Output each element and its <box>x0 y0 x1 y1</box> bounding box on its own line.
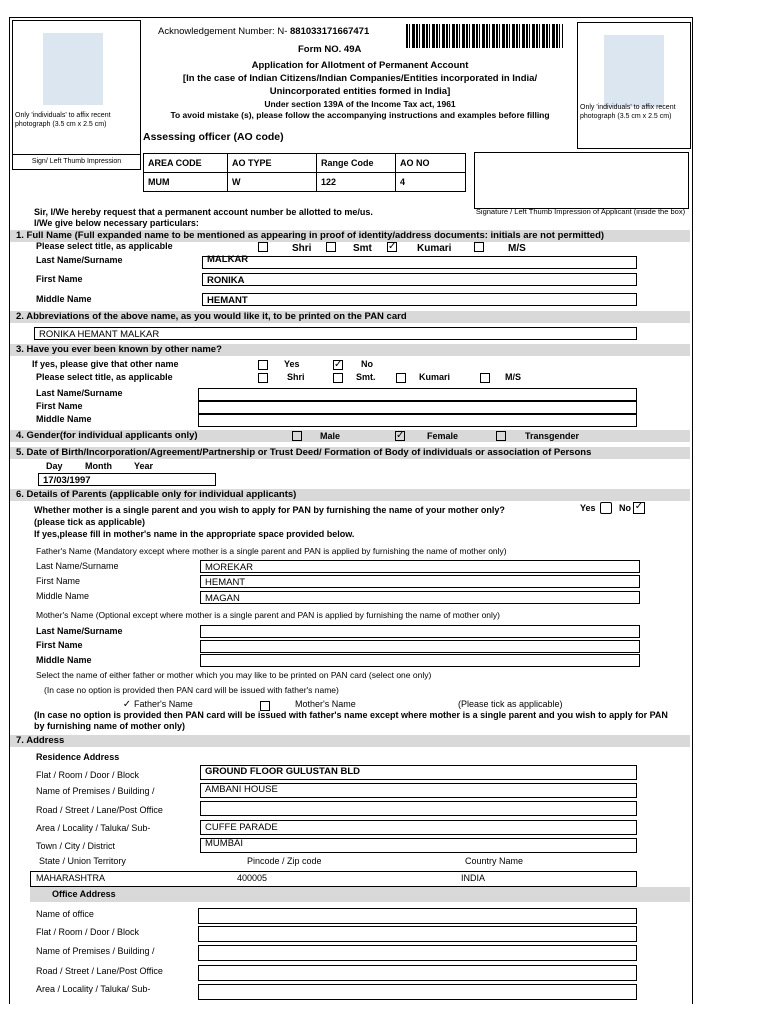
photo-box-right <box>577 22 691 149</box>
s7-residence-title: Residence Address <box>36 752 120 762</box>
s3-label-kumari: Kumari <box>419 372 451 382</box>
ao-header-type: AO TYPE <box>228 154 317 173</box>
s7-office-premises-label: Name of Premises / Building / <box>36 946 155 956</box>
s5-dob-field[interactable]: 17/03/1997 <box>38 473 216 486</box>
section-5-header: 5. Date of Birth/Incorporation/Agreement/Partnership or Trust Deed/ Formation of Body of individuals or association of Persons <box>10 447 690 459</box>
s4-label-female: Female <box>427 431 459 441</box>
s6-mother-last-label: Last Name/Surname <box>36 626 123 636</box>
s3-middle-label: Middle Name <box>36 414 92 424</box>
s6-select-note-2: (In case no option is provided then PAN card will be issued with father's name) <box>44 685 339 695</box>
s7-office-road-field[interactable] <box>198 965 637 981</box>
form-title: Application for Allotment of Permanent Account <box>251 60 469 71</box>
s6-checkbox-yes[interactable] <box>600 502 612 514</box>
s1-select-title: Please select title, as applicable <box>36 241 173 251</box>
s7-premises-label: Name of Premises / Building / <box>36 786 155 796</box>
s1-label-ms: M/S <box>508 243 526 254</box>
s6-question-3: If yes,please fill in mother's name in the appropriate space provided below. <box>34 529 355 539</box>
s7-area-label: Area / Locality / Taluka/ Sub- <box>36 823 151 833</box>
form-instruction: To avoid mistake (s), please follow the accompanying instructions and examples before filling <box>170 110 550 120</box>
s7-premises-field[interactable]: AMBANI HOUSE <box>200 783 637 798</box>
s1-middle-name-field[interactable]: HEMANT <box>202 293 637 306</box>
ao-header-no: AO NO <box>396 154 466 173</box>
s1-middle-label: Middle Name <box>36 294 92 304</box>
s3-checkbox-shri[interactable] <box>258 373 268 383</box>
s5-month-label: Month <box>85 461 112 471</box>
s6-no-label: No <box>619 503 631 513</box>
s7-pin-value[interactable]: 400005 <box>237 873 268 883</box>
s3-first-name-field[interactable] <box>198 401 637 414</box>
s7-state-pin-country-row <box>30 871 637 887</box>
ao-range-code[interactable]: 122 <box>317 173 396 192</box>
form-subtitle-2: Unincorporated entities formed in India] <box>269 86 451 97</box>
s6-mother-note: Mother's Name (Optional except where mother is a single parent and PAN is applied by furnishing the name of mother only) <box>36 610 501 620</box>
s7-road-label: Road / Street / Lane/Post Office <box>36 805 163 815</box>
s1-last-name-field[interactable]: MALKAR <box>202 256 637 269</box>
photo-instruction-right: Only 'individuals' to affix recent photograph (3.5 cm x 2.5 cm) <box>580 104 676 120</box>
s7-office-name-field[interactable] <box>198 908 637 924</box>
s7-area-field[interactable]: CUFFE PARADE <box>200 820 637 835</box>
ao-header-range: Range Code <box>317 154 396 173</box>
s6-mother-first-field[interactable] <box>200 640 640 653</box>
person-silhouette-icon <box>43 33 103 105</box>
ao-number[interactable]: 4 <box>396 173 466 192</box>
s6-mother-middle-field[interactable] <box>200 654 640 667</box>
barcode <box>406 24 563 48</box>
s5-day-label: Day <box>46 461 63 471</box>
s7-office-flat-field[interactable] <box>198 926 637 942</box>
section-7-header: 7. Address <box>10 735 690 747</box>
intro-line-2: I/We give below necessary particulars: <box>34 218 199 228</box>
s3-label-shri: Shri <box>287 372 305 382</box>
s1-first-name-field[interactable]: RONIKA <box>202 273 637 286</box>
s6-checkbox-father-name[interactable]: ✓ <box>122 699 132 710</box>
s6-father-middle-field[interactable]: MAGAN <box>200 591 640 604</box>
s6-father-first-field[interactable]: HEMANT <box>200 575 640 588</box>
s4-checkbox-female[interactable]: ✓ <box>396 430 405 441</box>
s1-label-kumari: Kumari <box>417 243 452 254</box>
s6-mother-last-field[interactable] <box>200 625 640 638</box>
ao-title: Assessing officer (AO code) <box>143 131 284 143</box>
s7-office-header <box>30 887 690 902</box>
s7-office-area-field[interactable] <box>198 984 637 1000</box>
ack-line <box>158 26 369 37</box>
s7-office-road-label: Road / Street / Lane/Post Office <box>36 966 163 976</box>
s7-town-field[interactable]: MUMBAI <box>200 838 637 853</box>
s1-checkbox-ms[interactable] <box>474 242 484 252</box>
s3-first-label: First Name <box>36 401 83 411</box>
sign-thumb-left: Sign/ Left Thumb Impression <box>12 154 141 170</box>
s6-tick-note: (Please tick as applicable) <box>458 699 563 709</box>
s1-checkbox-shri[interactable] <box>258 242 268 252</box>
s1-first-label: First Name <box>36 274 83 284</box>
s2-abbreviation-field[interactable]: RONIKA HEMANT MALKAR <box>34 327 637 340</box>
s7-office-flat-label: Flat / Room / Door / Block <box>36 927 140 937</box>
section-6-header: 6. Details of Parents (applicable only for individual applicants) <box>10 489 690 501</box>
s4-checkbox-male[interactable] <box>292 431 302 441</box>
s7-state-label: State / Union Territory <box>39 856 126 866</box>
section-2-header: 2. Abbreviations of the above name, as you would like it, to be printed on the PAN card <box>10 311 690 323</box>
signature-caption-right: Signature / Left Thumb Impression of Applicant (inside the box) <box>475 207 686 216</box>
s5-year-label: Year <box>134 461 154 471</box>
s6-father-last-field[interactable]: MOREKAR <box>200 560 640 573</box>
s7-pin-label: Pincode / Zip code <box>247 856 322 866</box>
s6-select-note: Select the name of either father or mother which you may like to be printed on PAN card (select one only) <box>36 670 432 680</box>
s6-question-2: (please tick as applicable) <box>34 517 146 527</box>
s3-middle-name-field[interactable] <box>198 414 637 427</box>
s3-checkbox-ms[interactable] <box>480 373 490 383</box>
s3-label-no: No <box>361 359 373 369</box>
form-number: Form NO. 49A <box>298 44 362 55</box>
ao-value-row <box>144 173 466 192</box>
s7-office-name-label: Name of office <box>36 909 94 919</box>
section-1-header: 1. Full Name (Full expanded name to be mentioned as appearing in proof of identity/address documents: initials are not permitted) <box>10 230 690 242</box>
s3-label-ms: M/S <box>505 372 522 382</box>
s1-checkbox-smt[interactable] <box>326 242 336 252</box>
ao-header-area: AREA CODE <box>144 154 228 173</box>
s7-flat-label: Flat / Room / Door / Block <box>36 770 140 780</box>
s6-mother-first-label: First Name <box>36 640 83 650</box>
s6-opt-father-label: Father's Name <box>134 699 193 709</box>
s3-checkbox-smt[interactable] <box>333 373 343 383</box>
s4-checkbox-transgender[interactable] <box>496 431 506 441</box>
s3-checkbox-kumari[interactable] <box>396 373 406 383</box>
person-silhouette-icon-right <box>604 35 664 107</box>
s7-state-value[interactable]: MAHARASHTRA <box>36 873 106 883</box>
s6-checkbox-no[interactable]: ✓ <box>634 501 644 512</box>
s1-last-label: Last Name/Surname <box>36 255 123 265</box>
s4-label-male: Male <box>320 431 341 441</box>
s3-select-title: Please select title, as applicable <box>36 372 173 382</box>
ao-header-row <box>144 154 466 173</box>
s6-question-1: Whether mother is a single parent and you wish to apply for PAN by furnishing the name of your mother only? <box>34 505 505 515</box>
s1-checkbox-kumari[interactable]: ✓ <box>388 241 397 252</box>
s6-opt-mother-label: Mother's Name <box>295 699 356 709</box>
s6-father-middle-label: Middle Name <box>36 591 90 601</box>
s6-father-last-label: Last Name/Surname <box>36 561 119 571</box>
s3-checkbox-no[interactable]: ✓ <box>334 359 343 370</box>
s3-last-label: Last Name/Surname <box>36 388 123 398</box>
s3-question: If yes, please give that other name <box>32 359 179 369</box>
s1-label-smt: Smt <box>353 243 372 254</box>
s6-yes-label: Yes <box>580 503 596 513</box>
form-subtitle-1: [In the case of Indian Citizens/Indian Companies/Entities incorporated in India/ <box>182 73 538 84</box>
s6-father-note: Father's Name (Mandatory except where mother is a single parent and PAN is applied by furnishing the name of mother only) <box>36 546 507 556</box>
s7-town-label: Town / City / District <box>36 841 116 851</box>
s7-office-area-label: Area / Locality / Taluka/ Sub- <box>36 984 151 994</box>
ack-label: Acknowledgement Number: N- <box>158 26 290 37</box>
s3-last-name-field[interactable] <box>198 388 637 401</box>
ack-number: 881033171667471 <box>290 26 370 37</box>
ao-code-table <box>143 153 466 192</box>
ao-area-code[interactable]: MUM <box>144 173 228 192</box>
s7-country-label: Country Name <box>465 856 524 866</box>
s7-office-premises-field[interactable] <box>198 945 637 961</box>
s3-label-yes: Yes <box>284 359 300 369</box>
s6-bold-note: (In case no option is provided then PAN card will be issued with father's name except where mother is a single parent and you wish to apply for PAN by furnishing name of mother only) <box>34 710 668 731</box>
section-4-header: 4. Gender(for individual applicants only) <box>10 430 690 442</box>
intro-line-1: Sir, I/We hereby request that a permanent account number be allotted to me/us. <box>34 207 373 217</box>
s7-flat-field[interactable]: GROUND FLOOR GULUSTAN BLD <box>200 765 637 780</box>
ao-type[interactable]: W <box>228 173 317 192</box>
s7-country-value[interactable]: INDIA <box>461 873 486 883</box>
s1-label-shri: Shri <box>292 243 312 254</box>
photo-instruction: Only 'individuals' to affix recent photograph (3.5 cm x 2.5 cm) <box>15 112 111 128</box>
section-3-header: 3. Have you ever been known by other name? <box>10 344 690 356</box>
s7-office-title: Office Address <box>52 889 116 899</box>
s4-label-transgender: Transgender <box>525 431 580 441</box>
s3-checkbox-yes[interactable] <box>258 360 268 370</box>
photo-box-left <box>12 20 141 156</box>
s6-father-first-label: First Name <box>36 576 81 586</box>
signature-box-right[interactable] <box>474 152 689 209</box>
s6-mother-middle-label: Middle Name <box>36 655 92 665</box>
form-section-ref: Under section 139A of the Income Tax act, 1961 <box>264 99 456 109</box>
s3-label-smt: Smt. <box>356 372 376 382</box>
s7-road-field[interactable] <box>200 801 637 816</box>
